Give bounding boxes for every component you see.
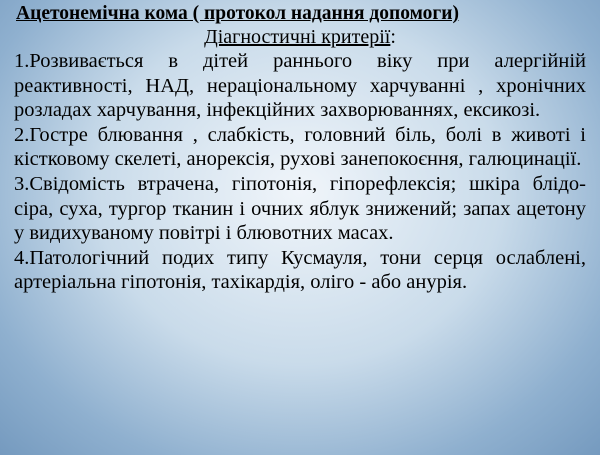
criteria-item-1: 1.Розвивається в дітей раннього віку при алергійній реактивності, НАД, нераціональному харчуванні , хронічних розладах харчування, інфекційних захворюваннях, ексикозі. [14,50,586,122]
criteria-item-3: 3.Свідомість втрачена, гіпотонія, гіпорефлексія; шкіра блідо-сіра, суха, тургор тканин і очних яблук знижений; запах ацетону у видихуваному повітрі і блювотних масах. [14,172,586,245]
slide-title: Ацетонемічна кома ( протокол надання допомоги) [16,3,460,24]
section-heading [14,26,586,49]
criteria-item-2: 2.Гостре блювання , слабкість, головний біль, болі в животі і кістковому скелеті, анорексія, рухові занепокоєння, галюцинації. [14,123,586,171]
criteria-item-4: 4.Патологічний подих типу Кусмауля, тони серця ослаблені, артеріальна гіпотонія, тахікардія, оліго - або анурія. [14,246,586,294]
section-heading-colon: : [390,26,396,48]
section-heading-text: Діагностичні критерії [204,26,391,48]
